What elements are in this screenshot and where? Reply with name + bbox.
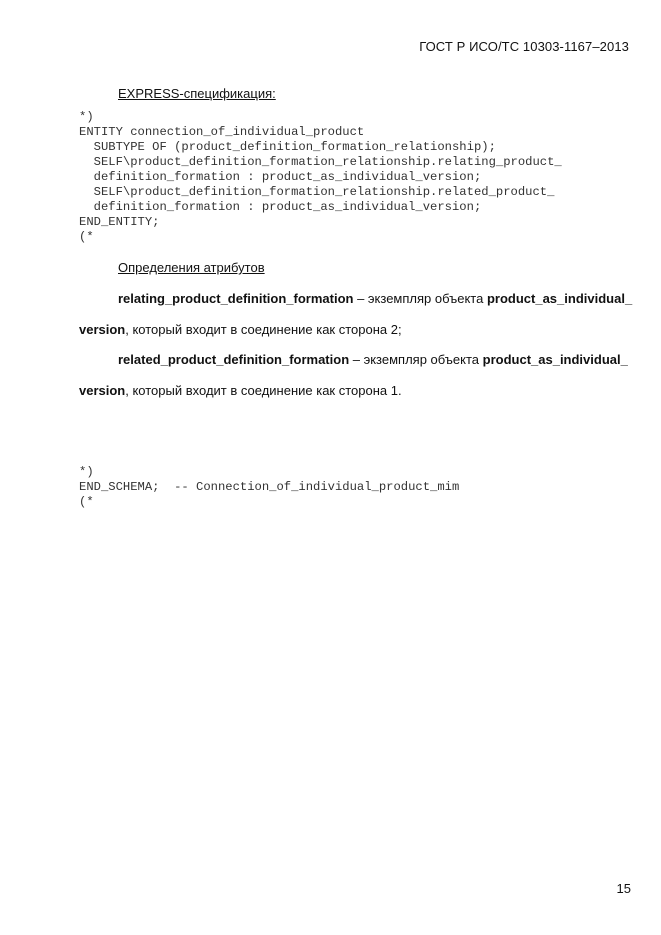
attribute-description: , который входит в соединение как сторона 2; — [125, 322, 402, 337]
attribute-definition-2-line1 — [118, 352, 628, 367]
attribute-dash-text: – экземпляр объекта — [349, 352, 483, 367]
code-line: SUBTYPE OF (product_definition_formation_relationship); — [79, 140, 496, 154]
code-line: definition_formation : product_as_individual_version; — [79, 170, 482, 184]
attribute-definition-2-line2 — [79, 383, 402, 398]
code-line: END_ENTITY; — [79, 215, 160, 229]
express-spec-heading: EXPRESS-спецификация: — [118, 86, 276, 101]
attribute-dash-text: – экземпляр объекта — [353, 291, 487, 306]
code-line: SELF\product_definition_formation_relationship.relating_product_ — [79, 155, 562, 169]
attribute-type-cont: version — [79, 383, 126, 398]
code-line: END_SCHEMA; -- Connection_of_individual_product_mim — [79, 480, 460, 494]
attribute-name: related_product_definition_formation — [118, 352, 350, 367]
attribute-type: product_as_individual_ — [482, 352, 628, 367]
code-line: definition_formation : product_as_individual_version; — [79, 200, 482, 214]
code-line: *) — [79, 465, 94, 479]
code-line: (* — [79, 495, 94, 509]
document-header: ГОСТ Р ИСО/ТС 10303-1167–2013 — [419, 39, 629, 54]
attribute-name: relating_product_definition_formation — [118, 291, 354, 306]
code-line: *) — [79, 110, 94, 124]
code-line: ENTITY connection_of_individual_product — [79, 125, 365, 139]
attribute-type: product_as_individual_ — [486, 291, 633, 306]
attribute-type-cont: version — [79, 322, 126, 337]
attributes-heading: Определения атрибутов — [118, 260, 265, 275]
attribute-definition-1-line1 — [118, 291, 632, 306]
attribute-description: , который входит в соединение как сторона 1. — [125, 383, 402, 398]
attribute-definition-1-line2 — [79, 322, 402, 337]
code-line: SELF\product_definition_formation_relationship.related_product_ — [79, 185, 555, 199]
code-line: (* — [79, 230, 94, 244]
page-number: 15 — [616, 881, 631, 896]
